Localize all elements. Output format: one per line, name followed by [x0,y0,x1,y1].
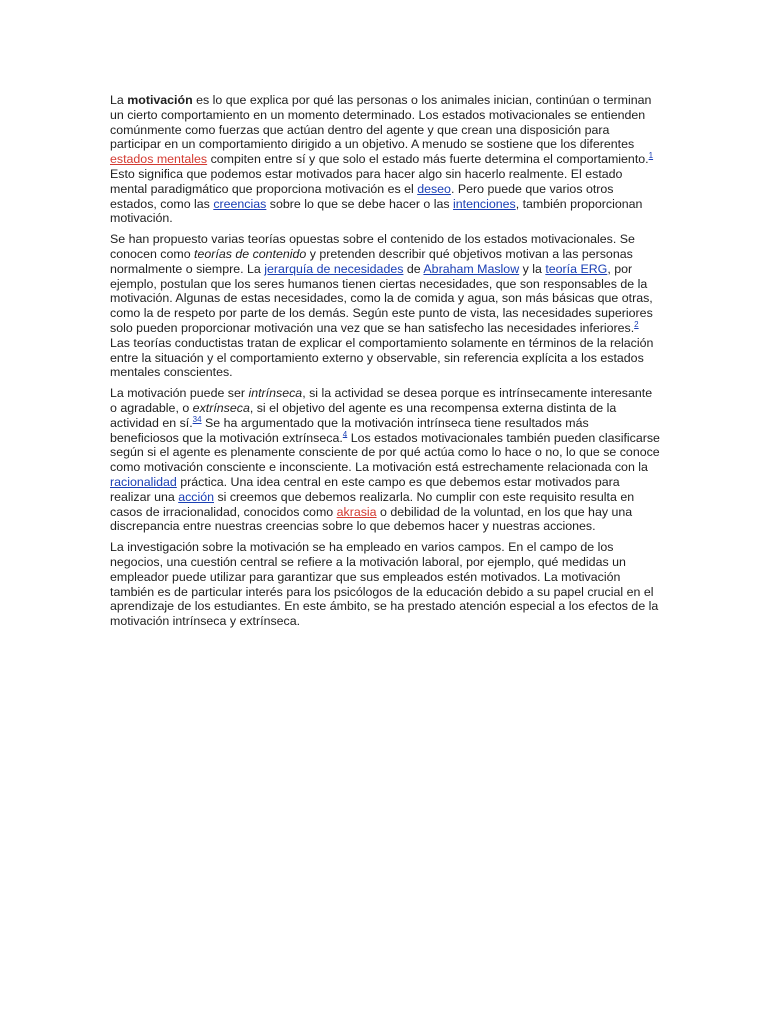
bold-term: motivación [127,93,193,107]
paragraph [110,386,660,534]
reference-link[interactable]: 4 [342,429,348,439]
reference-link[interactable]: 2 [634,319,639,329]
article-link[interactable]: deseo [417,181,451,196]
article-link[interactable]: teoría ERG [545,261,608,276]
article-body [110,93,660,635]
reference-link[interactable]: 1 [648,151,654,161]
body-text: y la [519,261,546,276]
italic-term: intrínseca [248,386,303,401]
body-text: Se han propuesto varias teorías opuestas sobre el contenido de los estados motivacionales. Se conocen como [110,232,635,261]
body-text: práctica. Una idea central en este campo es que debemos estar motivados para realizar una [110,474,620,504]
body-text: si creemos que debemos realizarla. No cumplir con este requisito resulta en casos de irracionalidad, conocidos como [110,489,635,519]
body-text: y pretenden describir qué objetivos motivan a las personas normalmente o siempre. La [110,246,633,276]
italic-term: extrínseca [192,400,250,415]
paragraph [110,93,660,226]
body-text: , si el objetivo del agente es una recompensa externa distinta de la actividad en sí. [110,400,617,430]
paragraph [110,540,660,629]
article-link[interactable]: jerarquía de necesidades [264,261,404,276]
body-text: Las teorías conductistas tratan de explicar el comportamiento solamente en términos de la relación entre la situación y el comportamiento externo y observable, sin referencia explícita a los estados mentales conscientes. [110,335,654,380]
article-link[interactable]: creencias [213,196,267,211]
body-text: Esto significa que podemos estar motivados para hacer algo sin hacerlo realmente. El estado mental paradigmático que proporciona motivación es el [110,166,623,196]
body-text: compiten entre sí y que solo el estado más fuerte determina el comportamiento. [207,152,649,167]
italic-term: teorías de contenido [194,246,307,261]
body-text: La [110,93,128,107]
body-text: , también proporcionan motivación. [110,196,643,226]
body-text: sobre lo que se debe hacer o las [266,196,454,211]
missing-article-link[interactable]: estados mentales [110,152,208,167]
body-text: La motivación puede ser [110,386,249,401]
reference-link[interactable]: 34 [192,414,202,424]
body-text: de [403,261,424,276]
article-link[interactable]: racionalidad [110,474,177,489]
article-link[interactable]: Abraham Maslow [423,261,520,276]
article-link[interactable]: acción [178,489,215,504]
body-text: La investigación sobre la motivación se ha empleado en varios campos. En el campo de los negocios, una cuestión central se refiere a la motivación laboral, por ejemplo, qué medidas un empleador puede utilizar para garantizar que sus empleados estén motivados. La motivación también es de particular interés para los psicólogos de la educación debido a su papel crucial en el aprendizaje de los estudiantes. En este ámbito, se ha prestado atención especial a los efectos de la motivación intrínseca y extrínseca. [110,540,659,629]
body-text: . Pero puede que varios otros estados, como las [110,181,614,211]
body-text: o debilidad de la voluntad, en los que hay una discrepancia entre nuestras creencias sobre lo que debemos hacer y nuestras acciones. [110,504,633,534]
body-text: Se ha argumentado que la motivación intrínseca tiene resultados más beneficiosos que la motivación extrínseca. [110,415,589,445]
article-link[interactable]: intenciones [453,196,516,211]
body-text: , por ejemplo, postulan que los seres humanos tienen ciertas necesidades, que son responsables de la motivación. Algunas de estas necesidades, como la de comida y agua, son más básicas que otras, como la de respeto por parte de los demás. Según este punto de vista, las necesidades superiores solo pueden proporcionar motivación una vez que se han satisfecho las necesidades inferiores. [110,261,653,335]
body-text: es lo que explica por qué las personas o los animales inician, continúan o terminan un cierto comportamiento en un momento determinado. Los estados motivacionales se entienden comúnmente como fuerzas que actúan dentro del agente y que crean una disposición para participar en un comportamiento dirigido a un objetivo. A menudo se sostiene que los diferentes [110,93,652,152]
body-text: , si la actividad se desea porque es intrínsecamente interesante o agradable, o [110,386,653,415]
body-text: Los estados motivacionales también pueden clasificarse según si el agente es plenamente consciente de por qué actúa como lo hace o no, lo que se conoce como motivación consciente e inconsciente. La motivación está estrechamente relacionada con la [110,430,660,475]
missing-article-link[interactable]: akrasia [336,504,377,519]
paragraph [110,232,660,380]
